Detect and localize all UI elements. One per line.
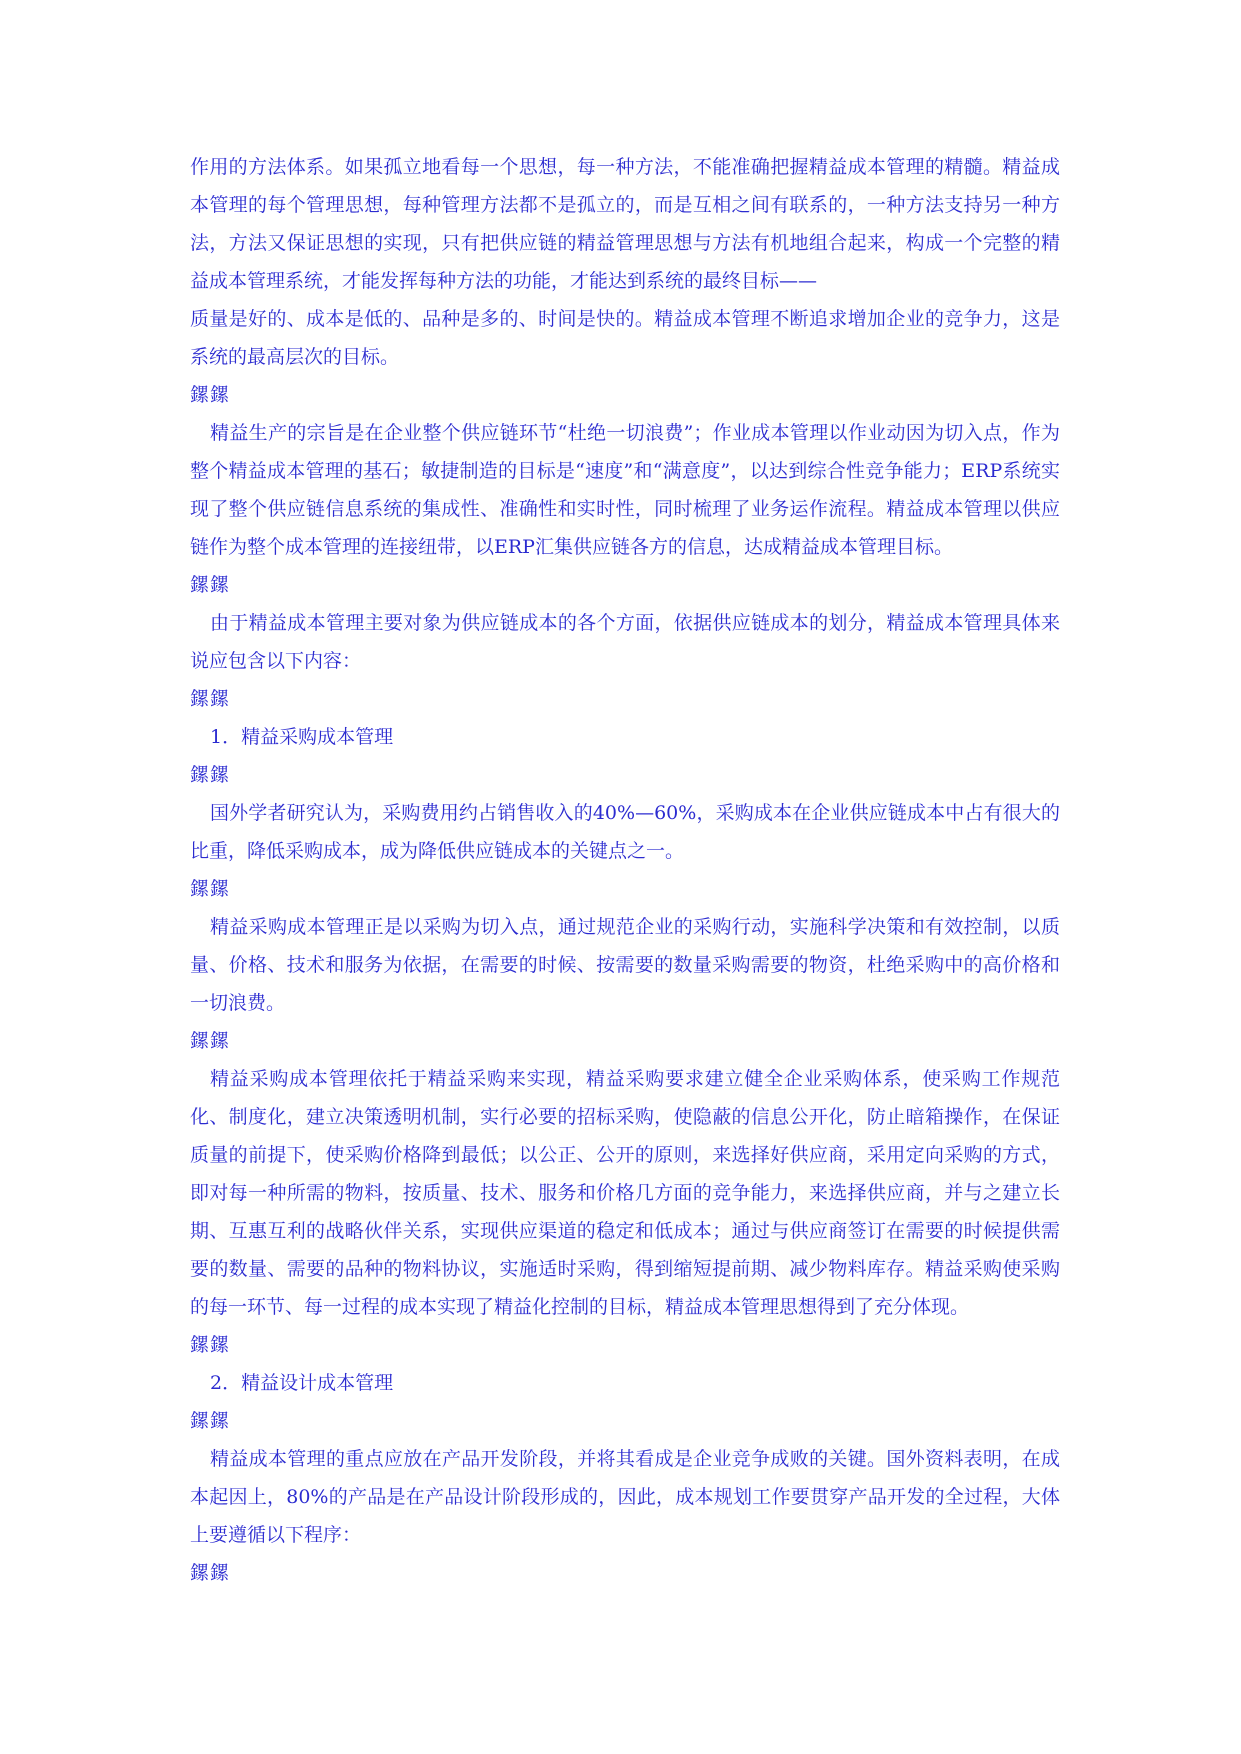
document-page: [190, 148, 1060, 1592]
paragraph: 精益采购成本管理正是以采购为切入点，通过规范企业的采购行动，实施科学决策和有效控制，以质量、价格、技术和服务为依据，在需要的时候、按需要的数量采购需要的物资，杜绝采购中的高价格和一切浪费。: [190, 916, 1060, 1014]
section-heading: 2．精益设计成本管理: [210, 1372, 394, 1394]
separator-text: 鏍鏍: [190, 1030, 231, 1052]
separator-text: 鏍鏍: [190, 688, 231, 710]
separator-text: 鏍鏍: [190, 1410, 231, 1432]
separator-text: 鏍鏍: [190, 764, 231, 786]
separator-text: 鏍鏍: [190, 1562, 231, 1584]
paragraph: 精益生产的宗旨是在企业整个供应链环节“杜绝一切浪费”；作业成本管理以作业动因为切入点，作为整个精益成本管理的基石；敏捷制造的目标是“速度”和“满意度”，以达到综合性竞争能力；ERP系统实现了整个供应链信息系统的集成性、准确性和实时性，同时梳理了业务运作流程。精益成本管理以供应链作为整个成本管理的连接纽带，以ERP汇集供应链各方的信息，达成精益成本管理目标。: [190, 422, 1060, 558]
paragraph: 国外学者研究认为，采购费用约占销售收入的40%—60%，采购成本在企业供应链成本中占有很大的比重，降低采购成本，成为降低供应链成本的关键点之一。: [190, 802, 1060, 862]
paragraph: 精益成本管理的重点应放在产品开发阶段，并将其看成是企业竞争成败的关键。国外资料表明，在成本起因上，80%的产品是在产品设计阶段形成的，因此，成本规划工作要贯穿产品开发的全过程，大体上要遵循以下程序：: [190, 1448, 1060, 1546]
separator-text: 鏍鏍: [190, 878, 231, 900]
paragraph: 作用的方法体系。如果孤立地看每一个思想，每一种方法，不能准确把握精益成本管理的精髓。精益成本管理的每个管理思想，每种管理方法都不是孤立的，而是互相之间有联系的，一种方法支持另一种方法，方法又保证思想的实现，只有把供应链的精益管理思想与方法有机地组合起来，构成一个完整的精益成本管理系统，才能发挥每种方法的功能，才能达到系统的最终目标——: [190, 156, 1060, 292]
paragraph: 精益采购成本管理依托于精益采购来实现，精益采购要求建立健全企业采购体系，使采购工作规范化、制度化，建立决策透明机制，实行必要的招标采购，使隐蔽的信息公开化，防止暗箱操作，在保证质量的前提下，使采购价格降到最低；以公正、公开的原则，来选择好供应商，采用定向采购的方式，即对每一种所需的物料，按质量、技术、服务和价格几方面的竞争能力，来选择供应商，并与之建立长期、互惠互利的战略伙伴关系，实现供应渠道的稳定和低成本；通过与供应商签订在需要的时候提供需要的数量、需要的品种的物料协议，实施适时采购，得到缩短提前期、减少物料库存。精益采购使采购的每一环节、每一过程的成本实现了精益化控制的目标，精益成本管理思想得到了充分体现。: [190, 1068, 1060, 1318]
paragraph: 由于精益成本管理主要对象为供应链成本的各个方面，依据供应链成本的划分，精益成本管理具体来说应包含以下内容：: [190, 612, 1060, 672]
separator-text: 鏍鏍: [190, 384, 231, 406]
separator-text: 鏍鏍: [190, 574, 231, 596]
section-heading: 1．精益采购成本管理: [210, 726, 394, 748]
separator-text: 鏍鏍: [190, 1334, 231, 1356]
paragraph: 质量是好的、成本是低的、品种是多的、时间是快的。精益成本管理不断追求增加企业的竞争力，这是系统的最高层次的目标。: [190, 308, 1060, 368]
